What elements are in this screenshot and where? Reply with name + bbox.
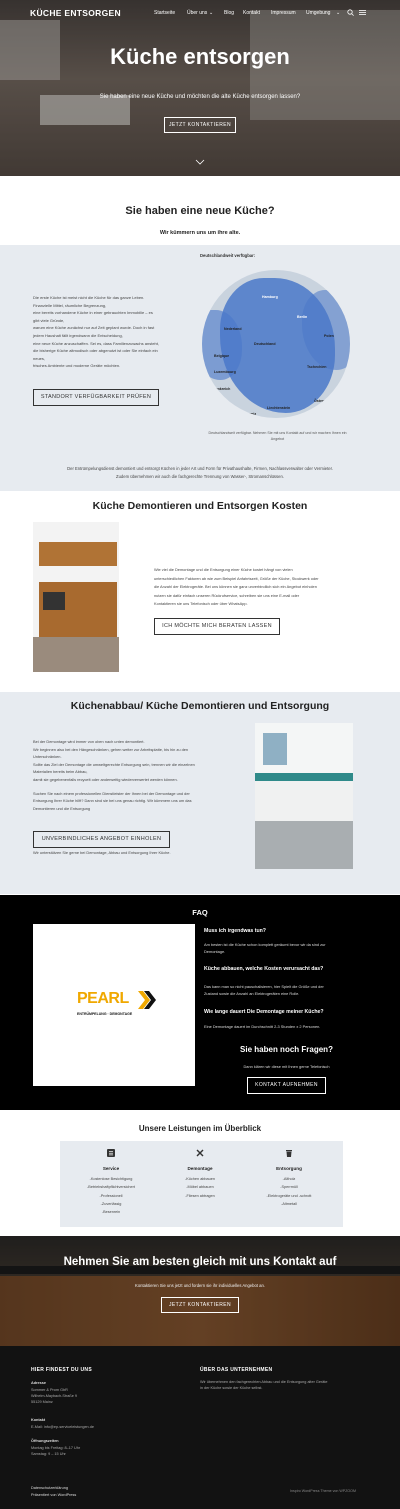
brand-name: PEARL bbox=[77, 990, 129, 1007]
map-label: Hamburg bbox=[262, 295, 278, 299]
answer-line: Zustand sowie die Anzahl an Elektrogeräten eine Rolle. bbox=[204, 991, 300, 997]
theme-credit-link[interactable]: Inspiro WordPress Theme von WPZOOM bbox=[290, 1489, 356, 1493]
kitchen-photo-2 bbox=[255, 723, 353, 869]
cta-section bbox=[0, 1236, 400, 1346]
scroll-down-icon[interactable] bbox=[195, 159, 205, 165]
answer-line: Demontage. bbox=[204, 949, 226, 955]
address-text bbox=[31, 1388, 77, 1405]
service-item: -Küchen abbauen bbox=[185, 1177, 215, 1181]
text-line: Suchen Sie nach einem professionellen Dienstleister der Ihnen bei der Demontage und der bbox=[33, 790, 190, 796]
nav-ueber-uns[interactable]: Über uns bbox=[187, 10, 208, 16]
about-text bbox=[200, 1380, 380, 1392]
text-line: eine bereits vorhandene Küche in einer gebrauchten Immobilie – es bbox=[33, 310, 153, 316]
service-item: -Altholz bbox=[282, 1177, 296, 1181]
map-label: Österreich bbox=[314, 399, 332, 403]
photo-backsplash bbox=[255, 773, 353, 781]
faq-answer-2 bbox=[204, 983, 369, 997]
map-title: Deutschlandweit verfügbar: bbox=[200, 253, 256, 258]
brand-logo-card bbox=[33, 924, 195, 1086]
cost-title: Küche Demontieren und Entsorgen Kosten bbox=[92, 500, 308, 512]
service-item: -Betriebshaftpflichtversichert bbox=[87, 1185, 135, 1190]
service-item: -Zuverlässig bbox=[100, 1201, 122, 1206]
text-line: Wir beginnen also bei den Hängeschränken, gehen weiter zur Arbeitsplatte, bis hin zu den bbox=[33, 746, 189, 752]
footnote-line: Zudem übernehmen wir auch die fachgerechte Trennung von Wasser-, Stromanschlüssen. bbox=[116, 474, 284, 479]
nav-umgebung[interactable]: Umgebung bbox=[306, 10, 331, 16]
address-line: Wilhelm-Maybach-Straße 9 bbox=[31, 1393, 77, 1398]
map-section-text bbox=[33, 294, 203, 370]
trash-icon bbox=[285, 1149, 293, 1157]
cta-contact-button[interactable]: JETZT KONTAKTIEREN bbox=[161, 1297, 239, 1313]
caption-line: Angebot bbox=[270, 437, 285, 441]
map-label: Belgique bbox=[214, 354, 230, 358]
service-item: -Elektrogeräte und -schrott bbox=[266, 1193, 312, 1198]
text-line: nutzen sie dafür einfach unseren Rückrufservice, schreiben sie uns eine E-mail oder bbox=[154, 592, 300, 598]
text-line: Unterschränken. bbox=[33, 754, 62, 760]
service-item: -Möbel abbauen bbox=[186, 1185, 214, 1190]
check-availability-button[interactable]: STANDORT VERFÜGBARKEIT PRÜFEN bbox=[33, 389, 159, 406]
service-item: -Professionell bbox=[99, 1193, 123, 1198]
text-line: Bei der Demontage wird immer von oben nach unten demontiert. bbox=[33, 739, 145, 744]
chevron-down-icon[interactable]: ⌄ bbox=[336, 10, 341, 16]
text-line: warum eine Küche zunächst nur auf Zeit geplant wurde. Doch in fast bbox=[33, 325, 155, 331]
map-label: Luxembourg bbox=[214, 370, 236, 374]
privacy-link[interactable]: Datenschutzerklärung bbox=[31, 1486, 68, 1490]
photo-floor bbox=[33, 637, 119, 672]
text-line: Wie viel die Demontage und die Entsorgung einer Küche kostet hängt von vielen bbox=[154, 567, 293, 572]
cta-title: Nehmen Sie am besten gleich mit uns Kontakt auf bbox=[63, 1256, 337, 1268]
faq-question-2: Küche abbauen, welche Kosten verursacht das? bbox=[204, 966, 324, 972]
about-line: Wir übernehmen den fachgerechten Abbau und die Entsorgung alter Geräte bbox=[200, 1380, 328, 1384]
address-line: Sommer & Prom GbR bbox=[31, 1388, 68, 1392]
menu-icon[interactable] bbox=[359, 9, 366, 16]
text-line: unterschiedlichen Faktoren ab wie zum Beispiel Anfahrtszeit, Größe der Küche, Stockwerk oder bbox=[154, 575, 319, 581]
map-label: Polen bbox=[324, 334, 334, 338]
abbau-text bbox=[33, 738, 253, 812]
contact-email[interactable]: E-Mail: info@ep-serviceleistungen.de bbox=[31, 1425, 94, 1429]
photo-upper-cabinets bbox=[39, 542, 117, 566]
service-item: -Fliesen abtragen bbox=[185, 1193, 215, 1198]
about-line: in der Küche sowie der Küche selbst. bbox=[200, 1385, 263, 1390]
text-line: Sollte das Ziel der Demontage die umweltgerechte Entsorgung sein, trennen wir die einzelnen bbox=[33, 761, 195, 767]
faq-question-1: Muss ich irgendwas tun? bbox=[204, 928, 266, 934]
powered-by-link[interactable]: Präsentiert von WordPress bbox=[31, 1493, 77, 1497]
services-title: Unsere Leistungen im Überblick bbox=[138, 1124, 262, 1133]
service-item: -Kostenlose Besichtigung bbox=[89, 1177, 133, 1181]
nav-impressum[interactable]: Impressum bbox=[271, 10, 296, 16]
search-icon[interactable] bbox=[347, 9, 354, 16]
text-line: Materialien bereits beim Abbau, bbox=[33, 769, 88, 775]
faq-title: FAQ bbox=[192, 908, 208, 917]
text-line: neues, bbox=[33, 355, 46, 361]
top-navigation bbox=[0, 0, 400, 26]
footer-left-title: HIER FINDEST DU UNS bbox=[31, 1367, 92, 1373]
text-line: Kontaktieren sie uns Telefonisch oder über WhatsApp. bbox=[154, 601, 248, 607]
request-offer-button[interactable]: UNVERBINDLICHES ANGEBOT EINHOLEN bbox=[33, 831, 170, 848]
address-line: 55129 Mainz bbox=[31, 1399, 53, 1404]
abbau-title: Küchenabbau/ Küche Demontieren und Entsorgung bbox=[70, 700, 330, 712]
faq-question-3: Wie lange dauert Die Demontage meiner Küche? bbox=[204, 1009, 324, 1015]
hours-text bbox=[31, 1446, 80, 1458]
nav-blog[interactable]: Blog bbox=[224, 10, 235, 16]
abbau-note: Wir unterstützen Sie gerne bei Demontage, Abbau und Entsorgung Ihrer Küche. bbox=[33, 850, 171, 855]
intro-title: Sie haben eine neue Küche? bbox=[125, 205, 275, 217]
questions-text: Dann klären wir diese mit Ihnen gerne Telefonisch bbox=[243, 1064, 330, 1069]
hours-label: Öffnungszeiten bbox=[31, 1439, 59, 1443]
service-item: -Altmetall bbox=[281, 1201, 297, 1206]
germany-map[interactable] bbox=[202, 270, 350, 418]
map-label: Nederland bbox=[224, 327, 242, 331]
chevron-down-icon[interactable]: ⌄ bbox=[209, 10, 214, 16]
map-label: Tschechien bbox=[307, 365, 327, 369]
text-line: eine neue Küche anzuschaffen. Sei es, dass Familienzuwachs ansteht, bbox=[33, 340, 160, 346]
tools-icon bbox=[196, 1149, 204, 1157]
faq-answer-1 bbox=[204, 941, 369, 955]
caption-line: Deutschlandweit verfügbar. Nehmen Sie mit uns Kontakt auf und wir machen Ihnen ein bbox=[208, 431, 347, 435]
brand-subtitle: ENTRÜMPELUNG · DEMONTAGE bbox=[77, 1012, 133, 1016]
map-caption bbox=[200, 430, 355, 442]
text-line: frisches Ambiente und moderne Geräte möchten. bbox=[33, 363, 121, 369]
contact-us-button[interactable]: KONTAKT AUFNEHMEN bbox=[247, 1077, 326, 1094]
map-label: Frankreich bbox=[212, 387, 231, 391]
text-line: Die erste Küche ist meist nicht die Küche für das ganze Leben. bbox=[33, 295, 145, 300]
cost-text bbox=[154, 566, 374, 609]
hero-contact-button[interactable]: JETZT KONTAKTIEREN bbox=[164, 117, 236, 133]
text-line: die Anzahl der Elektrogeräte. Bei uns können sie ganz unverbindlich sich ein Angebot einholen bbox=[154, 584, 317, 590]
cta-overlay bbox=[0, 1236, 400, 1346]
cta-subtitle: Kontaktieren Sie uns jetzt und fordern sie ihr individuelles Angebot an. bbox=[135, 1283, 265, 1288]
text-line: Finanzielle Mittel, räumliche Begrenzung, bbox=[33, 302, 107, 308]
footnote-line: Der Entrümpelungsdienst demontiert und entsorgt Küchen in jeder Art und Form für Privathaushalte, Firmen, Nachlassverwalter oder Vermieter. bbox=[67, 466, 333, 471]
entsorgung-col-items bbox=[249, 1175, 329, 1208]
questions-title: Sie haben noch Fragen? bbox=[240, 1045, 333, 1054]
hero-subtitle: Sie haben eine neue Küche und möchten die alte Küche entsorgen lassen? bbox=[99, 94, 301, 100]
text-line: Entsorgung Ihrer Küche hilft? Dann sind sie bei uns genau richtig. Wir kümmern uns um das bbox=[33, 798, 192, 804]
contact-label: Kontakt bbox=[31, 1418, 46, 1422]
list-icon bbox=[107, 1149, 115, 1157]
service-col-title: Service bbox=[102, 1166, 120, 1171]
intro-subtitle: Wir kümmern uns um ihre alte. bbox=[159, 230, 241, 236]
kitchen-photo bbox=[33, 522, 119, 672]
entsorgung-col-title: Entsorgung bbox=[276, 1166, 302, 1171]
hero-title: Küche entsorgen bbox=[110, 44, 290, 69]
demontage-col-items bbox=[160, 1175, 240, 1200]
footer-right-title: ÜBER DAS UNTERNEHMEN bbox=[200, 1367, 273, 1373]
site-logo[interactable]: KÜCHE ENTSORGEN bbox=[30, 8, 121, 18]
hero-section bbox=[0, 0, 400, 176]
hero-overlay bbox=[0, 0, 400, 176]
service-col-items bbox=[71, 1175, 151, 1216]
map-label: Schweiz bbox=[242, 412, 257, 416]
text-line: Demontieren und die Entsorgung bbox=[33, 805, 91, 811]
text-line: die bisherige Küche altmodisch oder abgenutzt ist oder Sie einfach ein bbox=[33, 348, 158, 354]
map-footnote bbox=[0, 465, 400, 481]
service-item: -Sperrmüll bbox=[280, 1185, 298, 1190]
photo-lower-cabinets bbox=[255, 781, 353, 821]
answer-line: Am besten ist die Küche schon komplett geräumt bevor wir da sind zur bbox=[204, 942, 326, 947]
consult-button[interactable]: ICH MÖCHTE MICH BERATEN LASSEN bbox=[154, 618, 280, 635]
hours-line: Samstag: 9 – 15 Uhr bbox=[31, 1451, 66, 1456]
site-footer bbox=[0, 1346, 400, 1509]
nav-kontakt[interactable]: Kontakt bbox=[243, 10, 260, 16]
demontage-col-title: Demontage bbox=[187, 1166, 213, 1171]
answer-line: Das kann man so nicht pauschalisieren, hier Spielt die Größe und der bbox=[204, 984, 324, 989]
nav-startseite[interactable]: Startseite bbox=[154, 10, 176, 16]
photo-oven bbox=[43, 592, 65, 610]
faq-answer-3: Eine Demontage dauert im Durchschnitt 2-3 Stunden x 2 Personen. bbox=[204, 1024, 321, 1029]
text-line: jedem Haushalt fällt irgendwann die Entscheidung, bbox=[33, 332, 123, 338]
photo-floor bbox=[255, 821, 353, 869]
map-label: Deutschland bbox=[254, 342, 276, 346]
service-item: -Besenrein bbox=[101, 1210, 121, 1215]
text-line: damit sie gegebenenfalls recycelt oder anderweitig wiederverwertet werden können. bbox=[33, 776, 178, 782]
hours-line: Montag bis Freitag: 8–17 Uhr bbox=[31, 1446, 81, 1450]
map-label: Berlin bbox=[297, 315, 308, 319]
text-line: gibt viele Gründe, bbox=[33, 317, 65, 323]
photo-window bbox=[263, 733, 287, 765]
address-label: Adresse bbox=[31, 1381, 46, 1385]
chevron-arrows-icon bbox=[138, 991, 156, 1009]
map-label: Liechtenstein bbox=[267, 406, 291, 410]
